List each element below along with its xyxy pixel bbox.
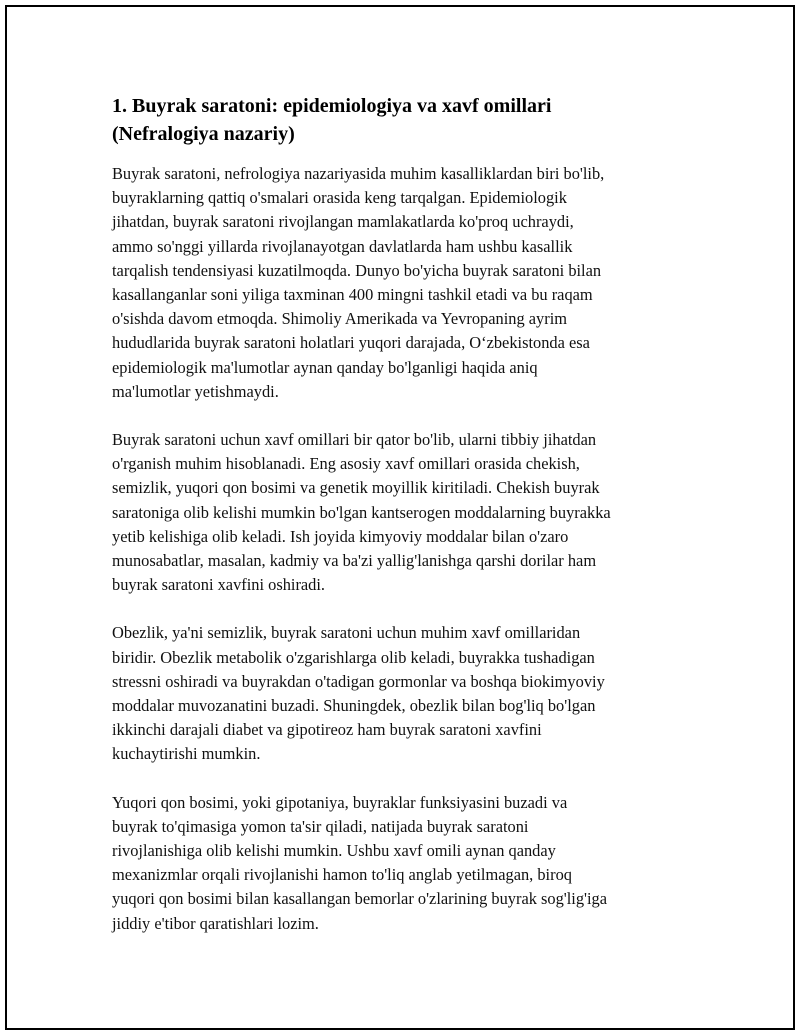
document-body bbox=[112, 92, 692, 960]
section-heading bbox=[112, 92, 692, 148]
paragraph-blood-pressure: Yuqori qon bosimi, yoki gipotaniya, buyraklar funksiyasini buzadi va buyrak to'qimasiga yomon ta'sir qiladi, natijada buyrak saratoni rivojlanishiga olib kelishi mumkin. Ushbu xavf omili aynan qanday mexanizmlar orqali rivojlanishi hamon to'liq anglab yetilmagan, biroq yuqori qon bosimi bilan kasallangan bemorlar o'zlarining buyrak sog'lig'iga jiddiy e'tibor qaratishlari lozim. bbox=[112, 792, 608, 933]
paragraph-obesity: Obezlik, ya'ni semizlik, buyrak saratoni uchun muhim xavf omillaridan biridir. Obezlik metabolik o'zgarishlarga olib keladi, buyrakka tushadigan stressni oshiradi va buyrakdan o'tadigan gormonlar va boshqa biokimyoviy moddalar muvozanatini buzadi. Shuningdek, obezlik bilan bog'liq bo'lgan ikkinchi darajali diabet va gipotireoz ham buyrak saratoni xavfini kuchaytirishi mumkin. bbox=[112, 623, 605, 764]
heading-line-1: 1. Buyrak saratoni: epidemiologiya va xavf omillari bbox=[112, 95, 552, 117]
paragraph-risk-factors: Buyrak saratoni uchun xavf omillari bir qator bo'lib, ularni tibbiy jihatdan o'rganish muhim hisoblanadi. Eng asosiy xavf omillari orasida chekish, semizlik, yuqori qon bosimi va genetik moyillik kiritiladi. Chekish buyrak saratoniga olib kelishi mumkin bo'lgan kantserogen moddalarning buyrakka yetib kelishiga olib keladi. Ish joyida kimyoviy moddalar bilan o'zaro munosabatlar, masalan, kadmiy va ba'zi yallig'lanishga qarshi dorilar ham buyrak saratoni xavfini oshiradi. bbox=[112, 430, 611, 595]
heading-line-2: (Nefralogiya nazariy) bbox=[112, 123, 295, 145]
paragraph-epidemiology: Buyrak saratoni, nefrologiya nazariyasida muhim kasalliklardan biri bo'lib, buyraklarning qattiq o'smalari orasida keng tarqalgan. Epidemiologik jihatdan, buyrak saratoni rivojlangan mamlakatlarda ko'proq uchraydi, ammo so'nggi yillarda rivojlanayotgan davlatlarda ham ushbu kasallik tarqalish tendensiyasi kuzatilmoqda. Dunyo bo'yicha buyrak saratoni bilan kasallanganlar soni yiliga taxminan 400 mingni tashkil etadi va bu raqam o'sishda davom etmoqda. Shimoliy Amerikada va Yevropaning ayrim hududlarida buyrak saratoni holatlari yuqori darajada, O‘zbekistonda esa epidemiologik ma'lumotlar aynan qanday bo'lganligi haqida aniq ma'lumotlar yetishmaydi. bbox=[112, 164, 605, 401]
